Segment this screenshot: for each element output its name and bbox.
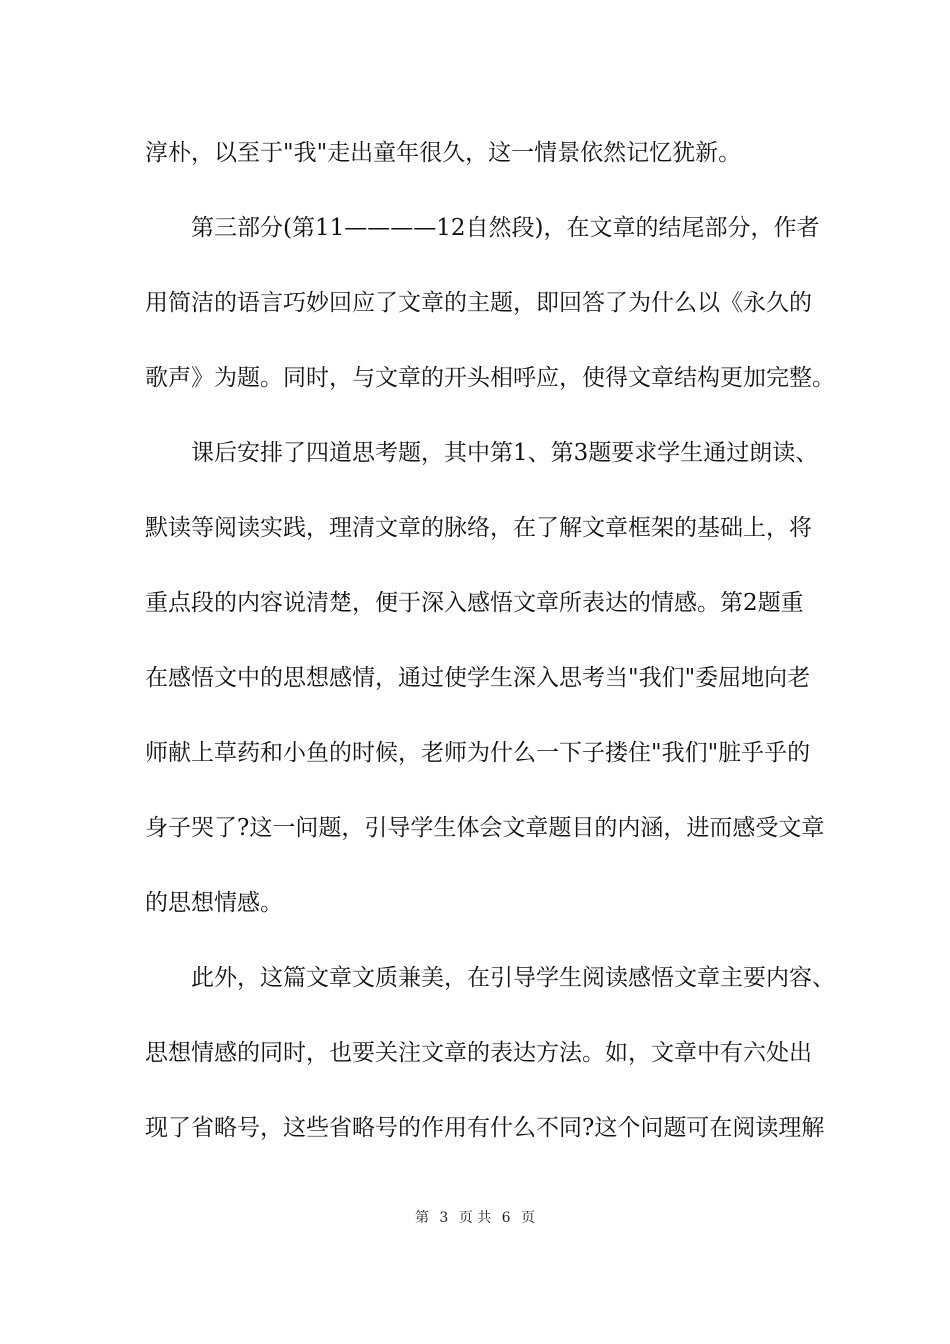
footer-suffix: 页 xyxy=(521,1210,536,1226)
footer-total-pages: 6 xyxy=(501,1210,511,1226)
footer-prefix: 第 xyxy=(414,1210,429,1226)
text-line: 默读等阅读实践，理清文章的脉络，在了解文章框架的基础上，将 xyxy=(145,515,812,541)
page-footer xyxy=(0,1208,950,1228)
text-line: 重点段的内容说清楚，便于深入感悟文章所表达的情感。第2题重 xyxy=(145,590,804,616)
text-line: 师献上草药和小鱼的时候，老师为什么一下子搂住"我们"脏乎乎的 xyxy=(145,740,811,766)
text-line: 此外，这篇文章文质兼美，在引导学生阅读感悟文章主要内容、 xyxy=(145,965,835,991)
footer-current-page: 3 xyxy=(439,1210,449,1226)
text-line: 现了省略号，这些省略号的作用有什么不同?这个问题可在阅读理解 xyxy=(145,1115,825,1141)
footer-middle: 页 共 xyxy=(458,1210,492,1226)
text-line: 课后安排了四道思考题，其中第1、第3题要求学生通过朗读、 xyxy=(145,440,819,466)
text-line: 的思想情感。 xyxy=(145,890,283,916)
text-line: 第三部分(第11————12自然段)，在文章的结尾部分，作者 xyxy=(145,215,820,241)
text-line: 思想情感的同时，也要关注文章的表达方法。如，文章中有六处出 xyxy=(145,1040,812,1066)
text-line: 身子哭了?这一问题，引导学生体会文章题目的内涵，进而感受文章 xyxy=(145,815,825,841)
text-line: 歌声》为题。同时，与文章的开头相呼应，使得文章结构更加完整。 xyxy=(145,365,835,391)
text-line: 用简洁的语言巧妙回应了文章的主题，即回答了为什么以《永久的 xyxy=(145,290,812,316)
text-line: 在感悟文中的思想感情，通过使学生深入思考当"我们"委屈地向老 xyxy=(145,665,811,691)
text-line: 淳朴，以至于"我"走出童年很久，这一情景依然记忆犹新。 xyxy=(145,140,742,166)
